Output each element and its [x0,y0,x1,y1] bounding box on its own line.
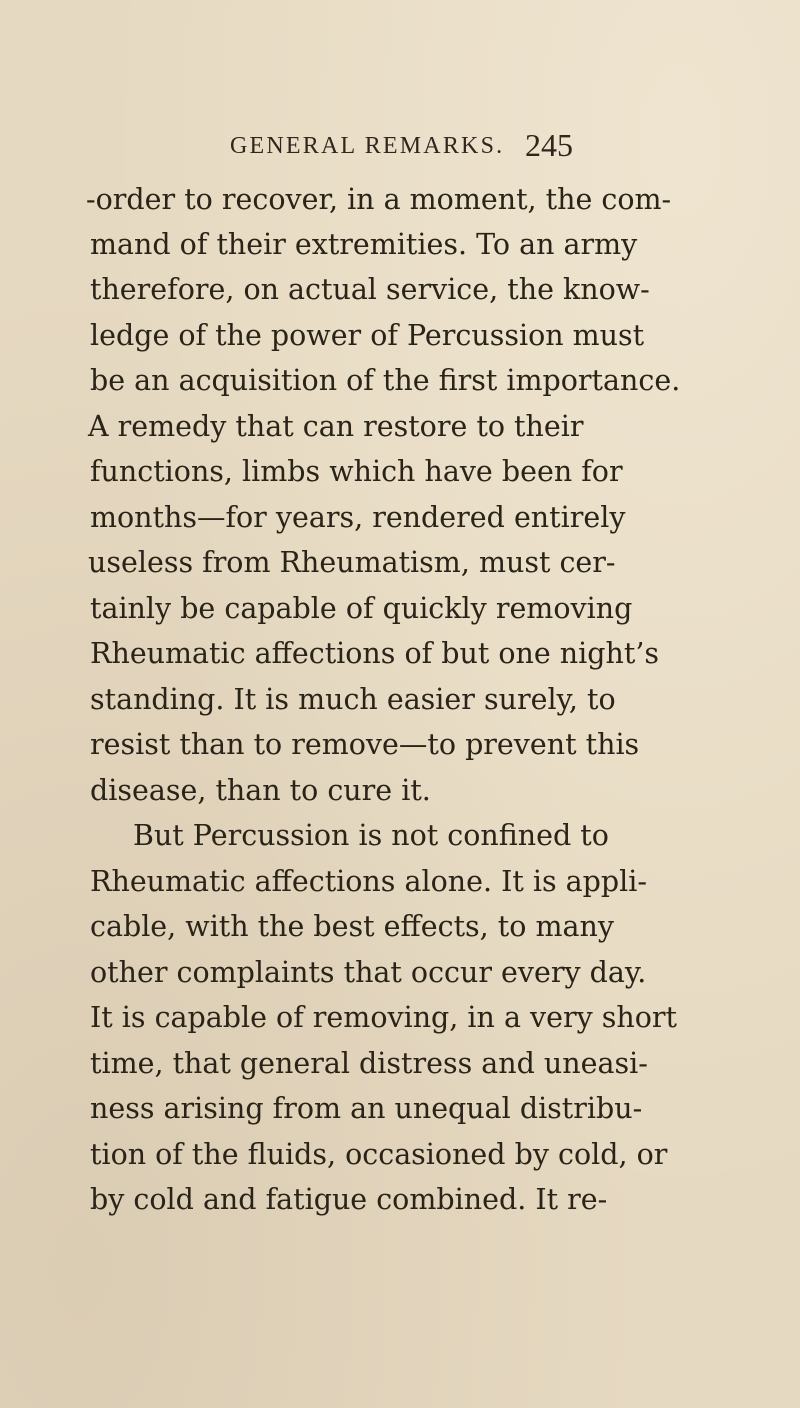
text-line: standing. It is much easier surely, to [90,683,616,716]
text-line: functions, limbs which have been for [90,455,623,488]
text-line: tion of the fluids, occasioned by cold, or [90,1138,668,1171]
text-line: by cold and fatigue combined. It re- [90,1183,608,1216]
text-line: tainly be capable of quickly removing [90,592,633,625]
text-line: It is capable of removing, in a very short [90,1001,677,1034]
text-line: cable, with the best effects, to many [90,910,614,943]
text-line: ledge of the power of Percussion must [90,319,645,352]
text-line: disease, than to cure it. [90,774,431,807]
running-head: GENERAL REMARKS. [230,133,505,159]
text-line: Rheumatic affections alone. It is appli- [90,865,647,898]
text-line: therefore, on actual service, the know- [90,273,650,306]
text-line: other complaints that occur every day. [90,956,647,989]
text-line: But Percussion is not confined to [133,819,609,852]
text-line: mand of their extremities. To an army [90,228,638,261]
page-number: 245 [525,127,573,163]
text-line: A remedy that can restore to their [88,410,584,443]
text-line: -order to recover, in a moment, the com- [86,183,672,216]
text-line: Rheumatic affections of but one night’s [90,637,659,670]
text-line: useless from Rheumatism, must cer- [88,546,616,579]
text-line: be an acquisition of the first importance. [90,364,681,397]
text-line: resist than to remove—to prevent this [90,728,640,761]
text-line: ness arising from an unequal distribu- [90,1092,643,1125]
text-line: months—for years, rendered entirely [90,501,626,534]
text-line: time, that general distress and uneasi- [90,1047,648,1080]
